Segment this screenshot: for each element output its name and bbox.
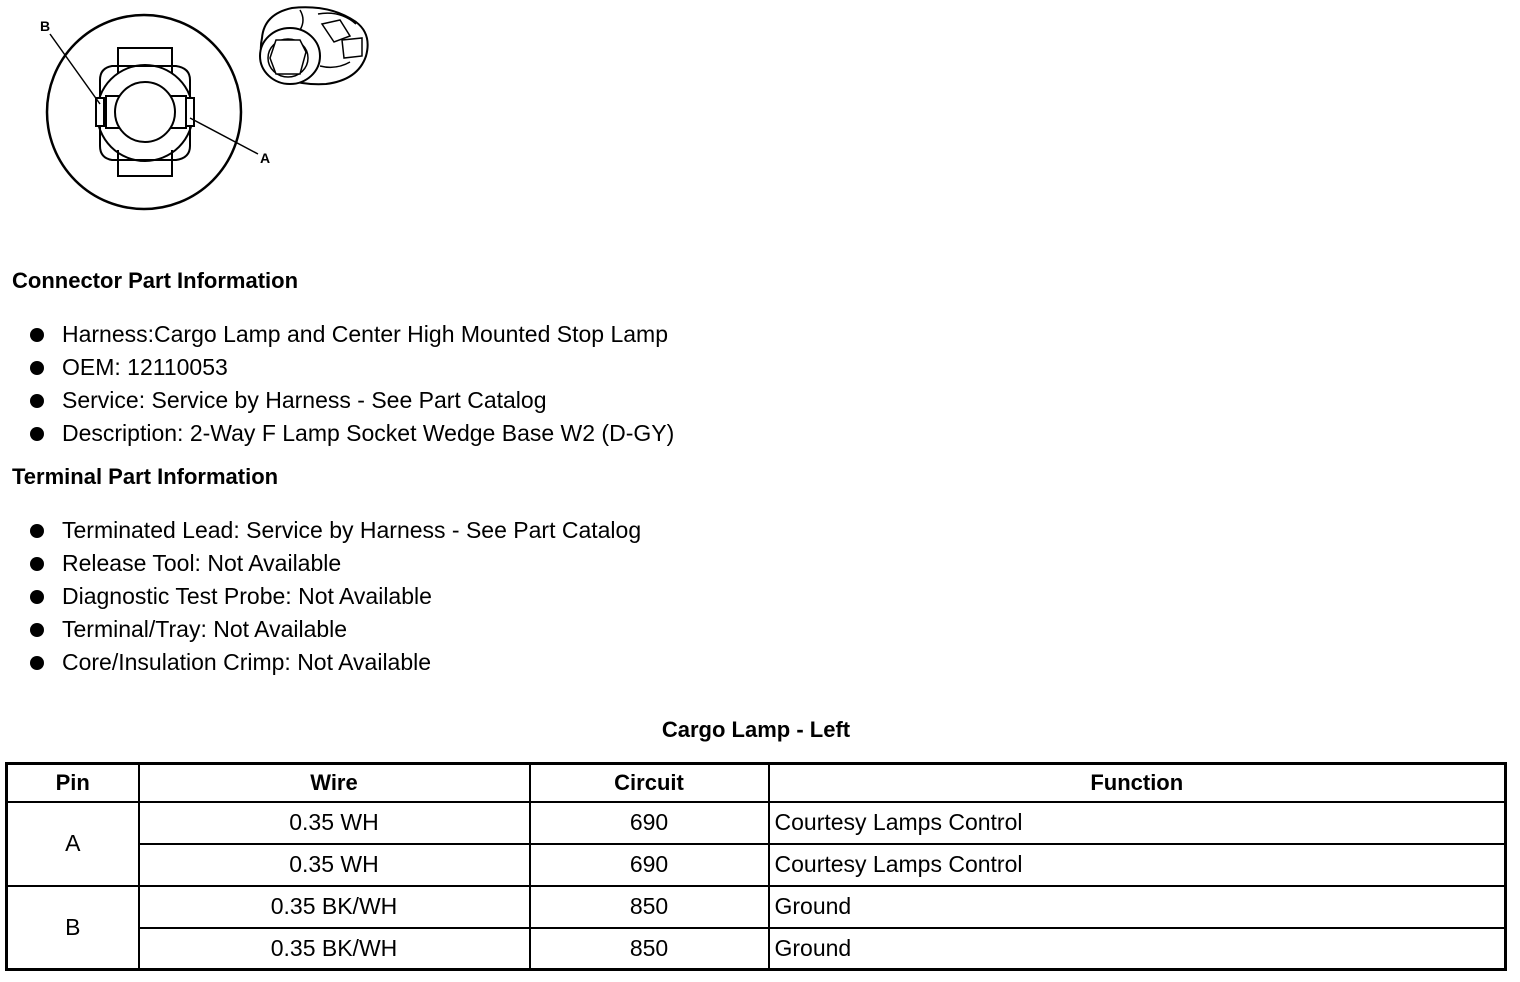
header-circuit: Circuit (530, 764, 769, 802)
connector-diagram (30, 4, 380, 214)
list-item (30, 351, 674, 384)
terminated-lead: Terminated Lead: Service by Harness - See Part Catalog (62, 517, 642, 543)
function-cell: Courtesy Lamps Control (769, 844, 1506, 886)
core-insulation-crimp: Core/Insulation Crimp: Not Available (62, 649, 432, 675)
terminal-section-title: Terminal Part Information (12, 464, 279, 489)
wire-cell: 0.35 BK/WH (139, 928, 530, 970)
header-pin: Pin (7, 764, 139, 802)
bullet-icon (30, 590, 44, 604)
list-item (30, 384, 674, 417)
list-item (30, 547, 641, 580)
bullet-icon (30, 656, 44, 670)
terminal-info-list (30, 514, 641, 679)
function-cell: Ground (769, 886, 1506, 928)
circuit-cell: 690 (530, 844, 769, 886)
terminal-tray: Terminal/Tray: Not Available (62, 616, 348, 642)
circuit-cell: 690 (530, 802, 769, 844)
pin-cell: A (7, 802, 139, 886)
function-cell: Courtesy Lamps Control (769, 802, 1506, 844)
connector-bottom-tab (118, 150, 172, 176)
socket-perspective-view (260, 7, 368, 84)
connector-harness: Harness:Cargo Lamp and Center High Mounted Stop Lamp (62, 321, 669, 347)
pin-table (5, 762, 1507, 971)
connector-section-title: Connector Part Information (12, 268, 299, 293)
callout-a-leader (190, 118, 258, 154)
bullet-icon (30, 524, 44, 538)
wire-cell: 0.35 BK/WH (139, 886, 530, 928)
connector-description: Description: 2-Way F Lamp Socket Wedge Base W2 (D-GY) (62, 420, 675, 446)
callout-b-label: B (40, 18, 51, 34)
table-row (7, 844, 1506, 886)
circuit-cell: 850 (530, 928, 769, 970)
header-wire: Wire (139, 764, 530, 802)
function-cell: Ground (769, 928, 1506, 970)
wedge-base-center (115, 82, 175, 142)
diagnostic-test-probe: Diagnostic Test Probe: Not Available (62, 583, 432, 609)
list-item (30, 580, 641, 613)
header-function: Function (769, 764, 1506, 802)
list-item (30, 646, 641, 679)
terminal-a (186, 98, 194, 126)
pin-cell: B (7, 886, 139, 970)
table-row (7, 886, 1506, 928)
table-header-row (7, 764, 1506, 802)
pin-table-title: Cargo Lamp - Left (661, 717, 851, 742)
connector-info-list (30, 318, 674, 450)
connector-top-tab (118, 48, 172, 74)
bullet-icon (30, 427, 44, 441)
list-item (30, 417, 674, 450)
terminal-b (96, 98, 104, 126)
list-item (30, 514, 641, 547)
bullet-icon (30, 361, 44, 375)
table-row (7, 802, 1506, 844)
connector-oem: OEM: 12110053 (62, 354, 228, 380)
table-row (7, 928, 1506, 970)
callout-a-label: A (260, 150, 271, 166)
release-tool: Release Tool: Not Available (62, 550, 342, 576)
wire-cell: 0.35 WH (139, 802, 530, 844)
connector-service: Service: Service by Harness - See Part Catalog (62, 387, 547, 413)
wire-cell: 0.35 WH (139, 844, 530, 886)
bullet-icon (30, 328, 44, 342)
list-item (30, 318, 674, 351)
list-item (30, 613, 641, 646)
bullet-icon (30, 394, 44, 408)
bullet-icon (30, 623, 44, 637)
bullet-icon (30, 557, 44, 571)
circuit-cell: 850 (530, 886, 769, 928)
